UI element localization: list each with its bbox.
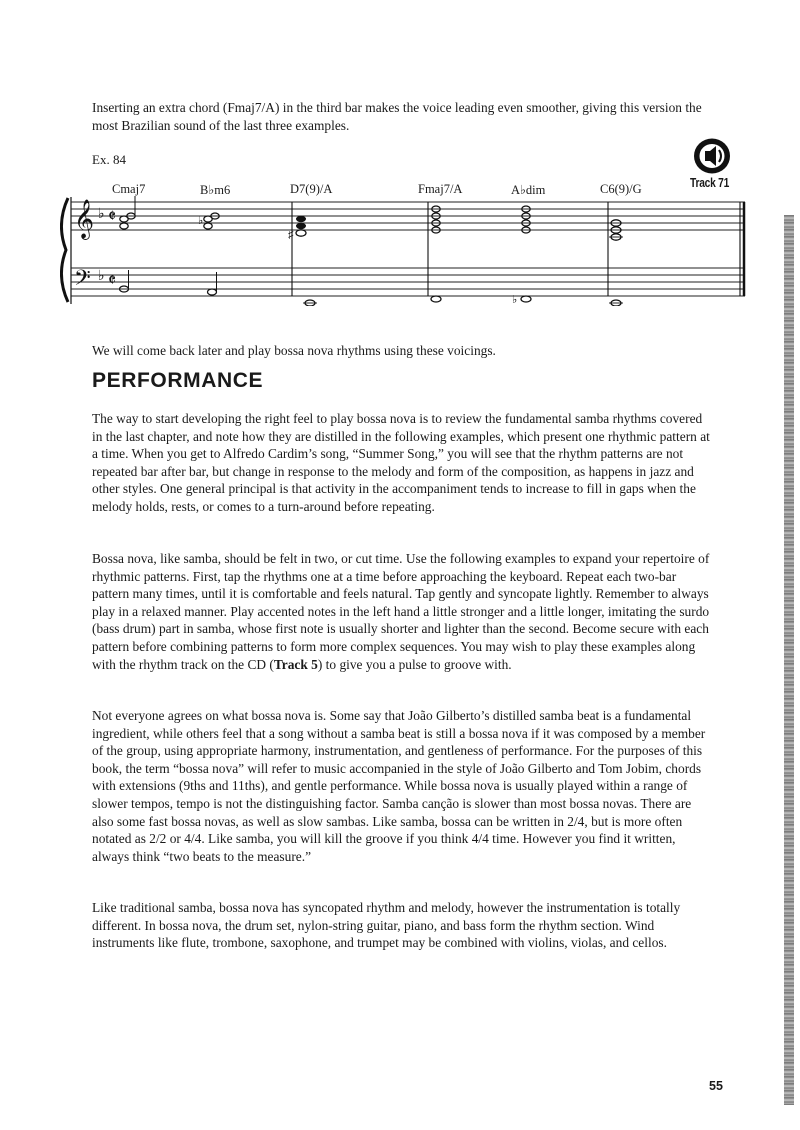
- chord-symbol: C6(9)/G: [600, 182, 642, 196]
- chord-symbol: Cmaj7: [112, 182, 146, 196]
- example-label: Ex. 84: [92, 152, 126, 167]
- svg-text:♭: ♭: [98, 206, 105, 222]
- svg-text:𝄵: 𝄵: [108, 270, 117, 291]
- music-notation: [60, 196, 750, 306]
- page-number: 55: [709, 1079, 723, 1093]
- svg-text:𝄵: 𝄵: [108, 206, 117, 227]
- chord-symbol: Fmaj7/A: [418, 182, 463, 196]
- paragraph-text: ) to give you a pulse to groove with.: [317, 656, 512, 672]
- after-example-text: We will come back later and play bossa nova rhythms using these voicings.: [92, 343, 496, 358]
- svg-text:♭: ♭: [198, 215, 204, 227]
- grand-staff-brace: [61, 197, 71, 304]
- track-label: Track 71: [690, 176, 730, 190]
- cd-track-icon: [692, 137, 732, 175]
- chord-symbol: A♭dim: [511, 183, 546, 197]
- treble-staff: [71, 202, 745, 230]
- svg-text:𝄢: 𝄢: [74, 266, 91, 296]
- body-paragraph: [92, 550, 710, 673]
- bass-staff: [71, 268, 745, 296]
- svg-text:♭: ♭: [98, 268, 105, 284]
- track-reference: Track 5: [273, 656, 318, 672]
- section-heading: PERFORMANCE: [92, 369, 264, 392]
- chord-symbol: B♭m6: [200, 183, 231, 197]
- svg-text:𝄞: 𝄞: [74, 199, 95, 239]
- svg-text:♭: ♭: [512, 294, 518, 306]
- body-paragraph: The way to start developing the right feel to play bossa nova is to review the fundamental samba rhythms covered in the last chapter, and note how they are distilled in the following examples, which present one rhythmic pattern at a time. When you get to Alfredo Cardim’s song, “Summer Song,” you will see that the rhythm patterns are not repeated bar after bar, but change in response to the melody and form of the composition, as happens in jazz and other styles. One general principal is that activity in the accompaniment tends to increase to fill in gaps when the melody holds, rests, or comes to a turn-around before repeating.: [92, 411, 710, 514]
- clefs-and-signatures: [74, 199, 116, 296]
- treble-chord-notes: [120, 196, 623, 241]
- paragraph-text: Bossa nova, like samba, should be felt in two, or cut time. Use the following examples to expand your repertoire of rhythmic patterns. First, tap the rhythms one at a time before approaching the keyboard. Repeat each two-bar pattern many times, until it is comfortable and feels natural. Tap gently and syncopate lightly. Remember to always play in a relaxed manner. Play accented notes in the left hand a little stronger and a little longer, imitating the surdo (bass drum) part in samba, whose first note is usually shorter and lighter than the second. Become secure with each pattern before combining patterns to form more complex sequences. You may wish to play these examples along with the rhythm track on the CD (: [92, 551, 710, 672]
- chord-symbol: D7(9)/A: [290, 182, 333, 196]
- scanned-page-edge: [784, 215, 794, 1105]
- body-paragraph: Like traditional samba, bossa nova has syncopated rhythm and melody, however the instrumentation is totally different. In bossa nova, the drum set, nylon-string guitar, piano, and bass form the rhythm section. Wind instruments like flute, trombone, saxophone, and trumpet may be combined with violins, violas, and cellos.: [92, 900, 681, 951]
- body-paragraph: Not everyone agrees on what bossa nova is. Some say that João Gilberto’s distilled samba beat is a fundamental ingredient, while others feel that a song without a samba beat is still a bossa nova if it was composed by a member of the group, using appropriate harmony, instrumentation, and gentleness of performance. For the purposes of this book, the term “bossa nova” will refer to music accompanied in the style of João Gilberto and Tom Jobim, chords with extensions (9ths and 11ths), and gentle performance. While bossa nova is usually played within a range of slower tempos, tempo is not the distinguishing factor. Samba canção is slower than most bossa novas. There are also some fast bossa novas, as well as slow sambas. Like samba, bossa can be written in 2/4, but is more often notated as 2/2 or 4/4. Like samba, you will kill the groove if you think 4/4 time. However you find it written, always think “two beats to the measure.”: [92, 708, 706, 864]
- svg-text:♯: ♯: [288, 229, 294, 241]
- intro-paragraph: Inserting an extra chord (Fmaj7/A) in the third bar makes the voice leading even smoother, giving this version the most Brazilian sound of the last three examples.: [92, 100, 702, 133]
